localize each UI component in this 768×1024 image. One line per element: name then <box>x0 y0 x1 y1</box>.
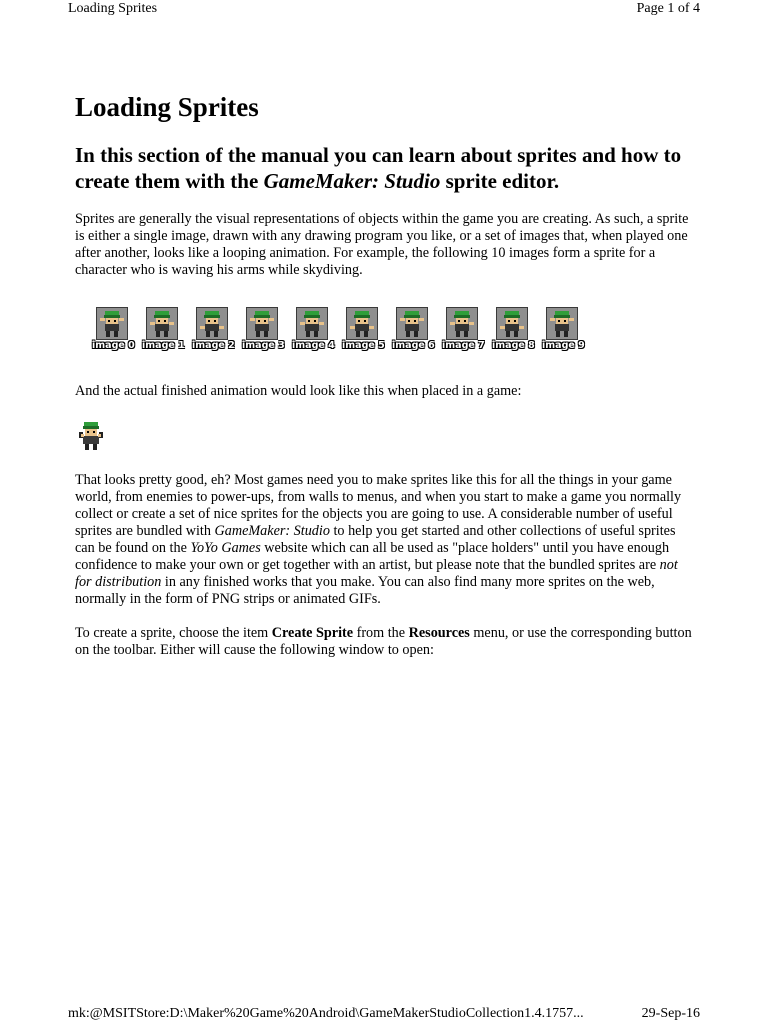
sprite-frame-thumbnail <box>246 307 278 340</box>
sprite-frame-thumbnail <box>546 307 578 340</box>
sprite-frame-thumbnail <box>146 307 178 340</box>
skydiver-sprite-icon <box>247 308 277 339</box>
sprite-frame-thumbnail <box>346 307 378 340</box>
sprite-frame <box>143 306 193 356</box>
sprite-frame-label: image 0 <box>92 340 135 351</box>
sprite-frame-label: image 6 <box>392 340 435 351</box>
sprite-frame <box>193 306 243 356</box>
sprite-frames-strip <box>93 306 697 356</box>
sprite-frame-label: image 5 <box>342 340 385 351</box>
running-header-title: Loading Sprites <box>68 1 158 16</box>
sprite-frame-thumbnail <box>196 307 228 340</box>
intro-paragraph: Sprites are generally the visual representations of objects within the game you are creating. As such, a sprite is either a single image, drawn with any drawing program you like, or a set of images that, when played one after another, looks like a looping animation. For example, the following 10 images form a sprite for a character who is waving his arms while skydiving. <box>75 211 689 278</box>
skydiver-sprite-icon <box>97 308 127 339</box>
sprite-frame <box>343 306 393 356</box>
sprite-frame-thumbnail <box>496 307 528 340</box>
sprite-frame <box>293 306 343 356</box>
sprite-frame-thumbnail <box>396 307 428 340</box>
skydiver-sprite-icon <box>347 308 377 339</box>
sprite-frame <box>93 306 143 356</box>
footer-source-path: mk:@MSITStore:D:\Maker%20Game%20Android\GameMakerStudioCollection1.4.1757... <box>68 1006 584 1021</box>
sprite-frame-label: image 4 <box>292 340 335 351</box>
skydiver-sprite-icon <box>497 308 527 339</box>
sprite-frame-label: image 8 <box>492 340 535 351</box>
sprite-frame-thumbnail <box>96 307 128 340</box>
page-content <box>75 90 697 659</box>
sprite-frame-thumbnail <box>446 307 478 340</box>
skydiver-sprite-icon <box>147 308 177 339</box>
sprite-frame <box>243 306 293 356</box>
page-title: Loading Sprites <box>75 92 259 122</box>
sprite-frame <box>543 306 593 356</box>
sprite-frame-label: image 1 <box>142 340 185 351</box>
skydiver-sprite-icon <box>75 420 107 452</box>
sprite-frame <box>493 306 543 356</box>
animated-sprite-image <box>75 420 107 452</box>
skydiver-sprite-icon <box>547 308 577 339</box>
section-intro-heading: In this section of the manual you can learn about sprites and how to create them with the GameMaker: Studio sprite editor. <box>75 143 682 193</box>
skydiver-sprite-icon <box>397 308 427 339</box>
skydiver-sprite-icon <box>447 308 477 339</box>
skydiver-sprite-icon <box>197 308 227 339</box>
sprite-frame <box>393 306 443 356</box>
sprite-frame-label: image 9 <box>542 340 585 351</box>
sprites-explanation-paragraph: That looks pretty good, eh? Most games need you to make sprites like this for all the things in your game world, from enemies to power-ups, from walls to menus, and when you start to make a game you normally collect or create a set of nice sprites for the objects you are going to use. A considerable number of useful sprites are bundled with GameMaker: Studio to help you get started and other collections of useful sprites can be found on the YoYo Games website which can all be used as "place holders" until you have enough confidence to make your own or get together with an artist, but please note that the bundled sprites are not for distribution in any finished works that you make. You can also find many more sprites on the web, normally in the form of PNG strips or animated GIFs. <box>75 472 682 607</box>
sprite-frame-label: image 2 <box>192 340 235 351</box>
sprite-frame-label: image 3 <box>242 340 285 351</box>
sprite-frame <box>443 306 493 356</box>
animation-intro-paragraph: And the actual finished animation would look like this when placed in a game: <box>75 383 522 399</box>
page-number: Page 1 of 4 <box>636 1 700 16</box>
footer-date: 29-Sep-16 <box>641 1006 700 1021</box>
skydiver-sprite-icon <box>297 308 327 339</box>
create-sprite-paragraph: To create a sprite, choose the item Create Sprite from the Resources menu, or use the corresponding button on the toolbar. Either will cause the following window to open: <box>75 625 692 658</box>
sprite-frame-label: image 7 <box>442 340 485 351</box>
sprite-frame-thumbnail <box>296 307 328 340</box>
